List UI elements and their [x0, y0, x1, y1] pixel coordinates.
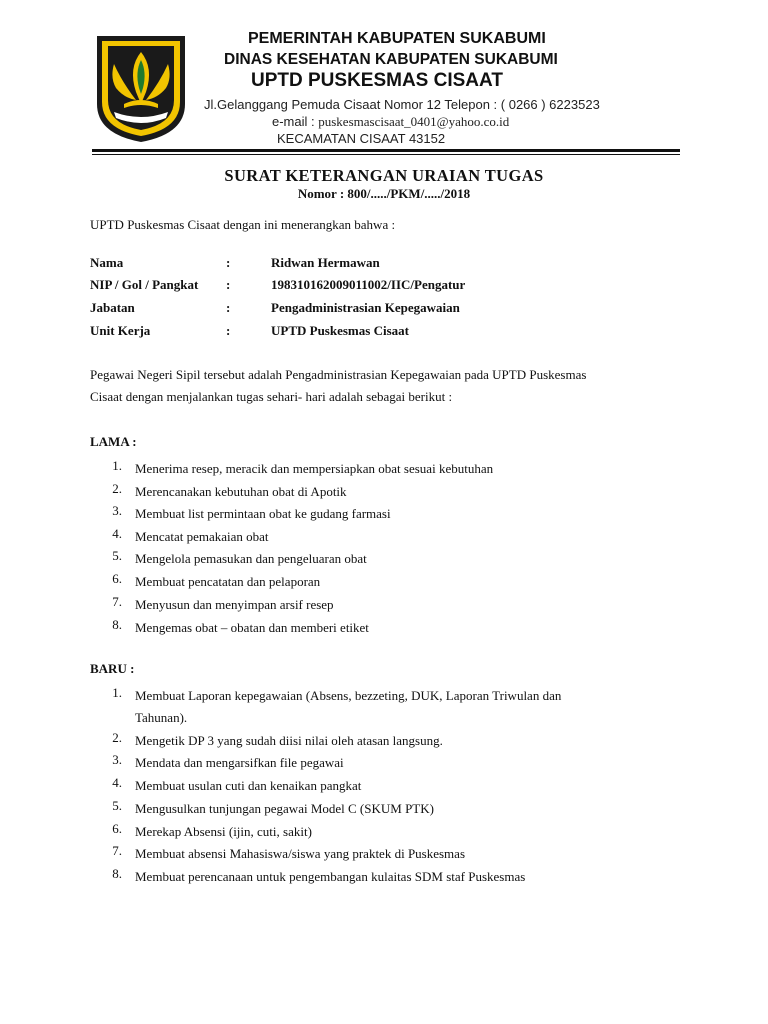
list-text: Membuat usulan cuti dan kenaikan pangkat	[135, 778, 362, 793]
list-text: Membuat pencatatan dan pelaporan	[135, 574, 321, 589]
document-title: SURAT KETERANGAN URAIAN TUGAS	[224, 166, 544, 185]
list-number: 4.	[112, 775, 122, 790]
list-text: Membuat absensi Mahasiswa/siswa yang praktek di Puskesmas	[135, 846, 466, 861]
field-label: Nama	[90, 255, 124, 270]
field-value: UPTD Puskesmas Cisaat	[271, 323, 409, 338]
paragraph-line: Cisaat dengan menjalankan tugas sehari- hari adalah sebagai berikut :	[90, 389, 453, 404]
letterhead-email	[272, 114, 509, 130]
list-text: Mengemas obat – obatan dan memberi etiket	[135, 620, 369, 635]
list-text: Mendata dan mengarsifkan file pegawai	[135, 755, 344, 770]
list-text: Mengelola pemasukan dan pengeluaran obat	[135, 551, 367, 566]
list-text: Mengetik DP 3 yang sudah diisi nilai oleh atasan langsung.	[135, 733, 443, 748]
letterhead-institution: UPTD PUSKESMAS CISAAT	[251, 70, 503, 91]
list-number: 5.	[112, 548, 122, 563]
letterhead-district: KECAMATAN CISAAT 43152	[277, 131, 446, 146]
field-separator: :	[226, 255, 231, 270]
list-number: 1.	[112, 685, 122, 700]
list-text: Membuat Laporan kepegawaian (Absens, bezzeting, DUK, Laporan Triwulan dan	[135, 688, 562, 703]
list-text: Merekap Absensi (ijin, cuti, sakit)	[135, 824, 312, 839]
list-number: 7.	[112, 594, 122, 609]
field-label: NIP / Gol / Pangkat	[90, 277, 199, 292]
list-number: 6.	[112, 821, 122, 836]
field-separator: :	[226, 323, 231, 338]
list-number: 5.	[112, 798, 122, 813]
list-number: 2.	[112, 730, 122, 745]
section-heading-baru: BARU :	[90, 661, 135, 676]
field-row-jabatan	[90, 300, 650, 320]
letterhead-government: PEMERINTAH KABUPATEN SUKABUMI	[248, 30, 546, 47]
letterhead-rule-thin	[92, 154, 680, 155]
field-separator: :	[226, 277, 231, 292]
field-label: Jabatan	[90, 300, 135, 315]
letterhead-rule-thick	[92, 149, 680, 152]
section-heading-lama: LAMA :	[90, 434, 137, 449]
list-text: Merencanakan kebutuhan obat di Apotik	[135, 484, 347, 499]
field-label: Unit Kerja	[90, 323, 151, 338]
list-text: Tahunan).	[135, 710, 188, 725]
email-address: puskesmascisaat_0401@yahoo.co.id	[318, 114, 510, 129]
list-number: 1.	[112, 458, 122, 473]
list-number: 7.	[112, 843, 122, 858]
document-number: Nomor : 800/...../PKM/...../2018	[297, 186, 471, 201]
list-text: Membuat perencanaan untuk pengembangan kulaitas SDM staf Puskesmas	[135, 869, 526, 884]
paragraph-line: Pegawai Negeri Sipil tersebut adalah Pengadministrasian Kepegawaian pada UPTD Puskesmas	[90, 367, 587, 382]
letterhead-address: Jl.Gelanggang Pemuda Cisaat Nomor 12 Telepon : ( 0266 ) 6223523	[204, 97, 600, 112]
intro-text: UPTD Puskesmas Cisaat dengan ini menerangkan bahwa :	[90, 217, 396, 232]
list-number: 3.	[112, 752, 122, 767]
field-row-unit-kerja	[90, 323, 650, 343]
list-text: Membuat list permintaan obat ke gudang farmasi	[135, 506, 391, 521]
list-number: 2.	[112, 481, 122, 496]
list-number: 4.	[112, 526, 122, 541]
list-number: 3.	[112, 503, 122, 518]
field-row-nip	[90, 277, 650, 297]
list-text: Menyusun dan menyimpan arsif resep	[135, 597, 334, 612]
field-value: 198310162009011002/IIC/Pengatur	[271, 277, 466, 292]
field-separator: :	[226, 300, 231, 315]
list-number: 6.	[112, 571, 122, 586]
list-number: 8.	[112, 866, 122, 881]
list-text: Mencatat pemakaian obat	[135, 529, 269, 544]
field-value: Pengadministrasian Kepegawaian	[271, 300, 460, 315]
letterhead-department: DINAS KESEHATAN KABUPATEN SUKABUMI	[224, 51, 558, 68]
list-text: Menerima resep, meracik dan mempersiapkan obat sesuai kebutuhan	[135, 461, 494, 476]
email-label: e-mail :	[272, 114, 319, 129]
list-number: 8.	[112, 617, 122, 632]
field-value: Ridwan Hermawan	[271, 255, 380, 270]
field-row-nama	[90, 255, 650, 275]
list-text: Mengusulkan tunjungan pegawai Model C (SKUM PTK)	[135, 801, 434, 816]
